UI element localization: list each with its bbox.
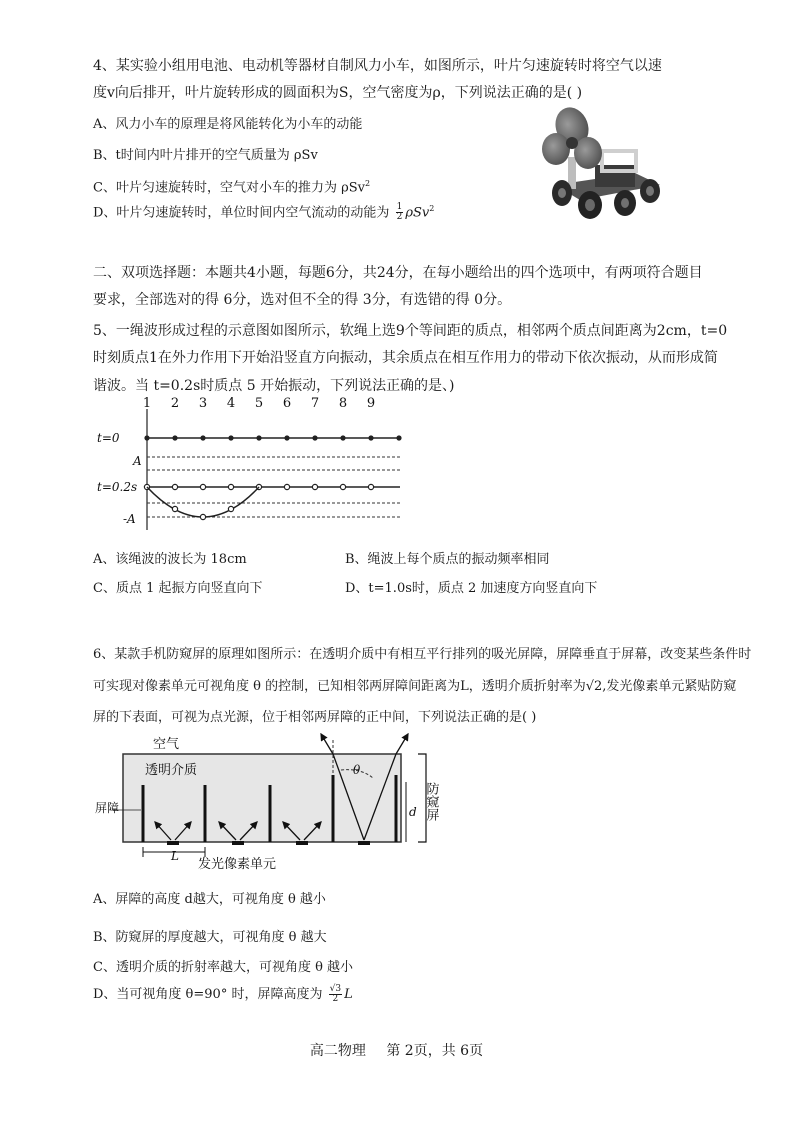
q4-option-d: D、叶片匀速旋转时，单位时间内空气流动的动能为 $\frac{1}{2}$ ρSv$^2$ [93, 202, 435, 223]
pixel-label: 发光像素单元 [198, 857, 277, 872]
q4-stem-line1: 4、某实验小组用电池、电动机等器材自制风力小车，如图所示，叶片匀速旋转时将空气以速 [93, 58, 662, 74]
q5-option-d: D、t=1.0s时，质点 2 加速度方向竖直向下 [345, 581, 598, 596]
point-label-2: 2 [170, 396, 180, 411]
q6-option-b: B、防窥屏的厚度越大，可视角度 θ 越大 [93, 930, 327, 945]
point-label-7: 7 [310, 396, 320, 411]
q5-option-a: A、该绳波的波长为 18cm [93, 552, 247, 567]
medium-label: 透明介质 [145, 763, 198, 778]
page-footer [0, 1040, 793, 1060]
point-label-6: 6 [282, 396, 292, 411]
point-label-9: 9 [366, 396, 376, 411]
q4-option-b: B、t时间内叶片排开的空气质量为 ρSv [93, 148, 318, 163]
air-label: 空气 [153, 737, 180, 752]
amplitude-label: A [133, 454, 142, 468]
footer-page-number: 第 2页，共 6页 [386, 1043, 484, 1059]
privacy-screen-diagram [93, 730, 453, 878]
fraction: $\frac{√3}{2}$ [329, 984, 342, 1004]
q5-option-b: B、绳波上每个质点的振动频率相同 [345, 552, 550, 567]
theta-label: θ [353, 763, 361, 777]
row-label-t0: t=0 [97, 431, 120, 445]
point-label-5: 5 [254, 396, 264, 411]
point-label-3: 3 [198, 396, 208, 411]
point-label-1: 1 [142, 396, 152, 411]
screen-label: 防窥屏 [423, 782, 439, 821]
q5-option-c: C、质点 1 起振方向竖直向下 [93, 581, 263, 596]
rope-wave-diagram [95, 395, 415, 535]
point-label-4: 4 [226, 396, 236, 411]
q6-option-d: D、当可视角度 θ=90° 时，屏障高度为 $\frac{√3}{2}$ L [93, 984, 353, 1004]
section2-instruction-line1: 二、双项选择题：本题共4小题，每题6分，共24分，在每小题给出的四个选项中，有两项符合题目 [93, 265, 703, 281]
q5-stem-line3: 谐波。当 t=0.2s时质点 5 开始振动，下列说法正确的是、) [93, 378, 455, 394]
q5-stem-line1: 5、一绳波形成过程的示意图如图所示，软绳上选9个等间距的质点，相邻两个质点间距离为2cm，t=0 [93, 323, 728, 339]
L-label: L [171, 849, 179, 863]
q4-stem-line2: 度v向后排开，叶片旋转形成的圆面积为S，空气密度为ρ，下列说法正确的是( ) [93, 85, 583, 101]
section2-instruction-line2: 要求，全部选对的得 6分，选对但不全的得 3分，有选错的得 0分。 [93, 292, 512, 308]
q6-stem-line1: 6、某款手机防窥屏的原理如图所示：在透明介质中有相互平行排列的吸光屏障，屏障垂直于屏幕，改变某些条件时 [93, 647, 752, 662]
q4-option-a: A、风力小车的原理是将风能转化为小车的动能 [93, 117, 363, 132]
footer-subject: 高二物理 [309, 1043, 366, 1059]
q6-option-c: C、透明介质的折射率越大，可视角度 θ 越小 [93, 960, 354, 975]
wind-car-image [540, 105, 670, 230]
barrier-label: 屏障 [95, 801, 120, 815]
q5-stem-line2: 时刻质点1在外力作用下开始沿竖直方向振动，其余质点在相互作用力的带动下依次振动，从而形成简 [93, 350, 718, 366]
negative-amplitude-label: -A [123, 512, 136, 526]
q6-stem-line2: 可实现对像素单元可视角度 θ 的控制，已知相邻两屏障间距离为L，透明介质折射率为√2,发光像素单元紧贴防窥 [93, 679, 737, 694]
d-label: d [409, 805, 417, 819]
fraction: $\frac{1}{2}$ [396, 202, 403, 223]
q6-stem-line3: 屏的下表面，可视为点光源，位于相邻两屏障的正中间，下列说法正确的是( ) [93, 710, 537, 725]
point-label-8: 8 [338, 396, 348, 411]
q6-option-a: A、屏障的高度 d越大，可视角度 θ 越小 [93, 892, 326, 907]
row-label-t02: t=0.2s [97, 480, 138, 494]
wave-curve [147, 487, 259, 517]
q4-option-c: C、叶片匀速旋转时，空气对小车的推力为 ρSv$^2$ [93, 179, 371, 196]
